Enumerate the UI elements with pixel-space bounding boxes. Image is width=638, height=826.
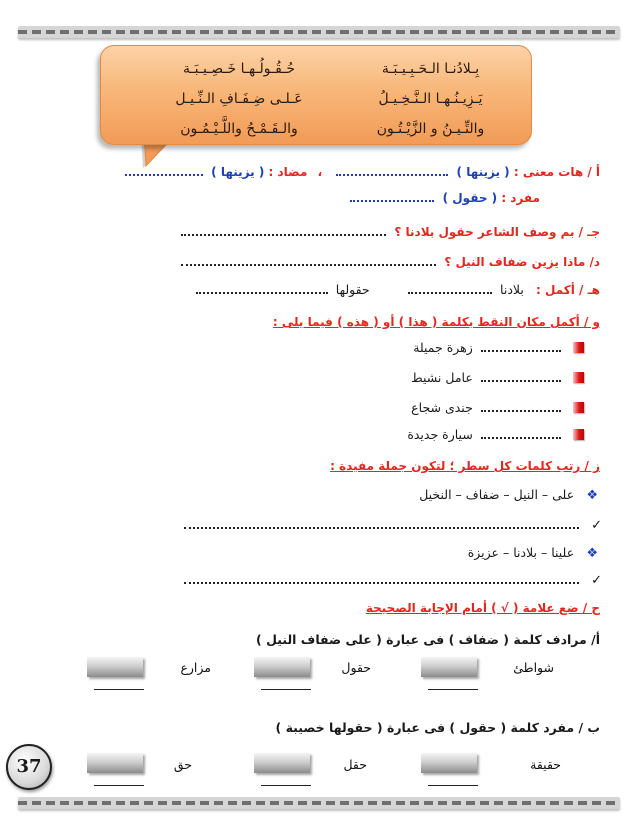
singular-label: مفرد : [501,191,540,205]
answer-blank[interactable] [350,196,434,202]
meaning-label: أ / هات معنى : [513,165,600,179]
option-text: حقيقة [530,757,561,772]
option-checkbox[interactable] [421,657,477,677]
option-underline [428,689,478,690]
answer-blank[interactable] [481,346,561,352]
scrambled-words-row [419,486,598,505]
answer-blank[interactable] [125,170,203,176]
poem-line-1-left: حُـقُـولُـهـا خَـصِـيـبَـة [183,61,295,77]
list-item-text: زهرة جميلة [413,340,473,355]
question-a-row [121,163,600,181]
answer-line-row [180,571,602,590]
answer-blank[interactable] [408,288,492,294]
top-dashed-border [18,26,620,38]
answer-line-row [180,516,602,535]
list-item-text: جندى شجاع [411,400,473,415]
list-item-text: عامل نشيط [411,370,473,385]
answer-blank[interactable] [481,433,561,439]
red-square-bullet-icon [573,342,584,353]
bottom-dashed-border [18,797,620,809]
option-underline [261,785,311,786]
answer-blank[interactable] [481,406,561,412]
question-ha-title: ح / ضع علامة ( √ ) أمام الإجابة الصحيحة [365,601,600,615]
option-underline [94,785,144,786]
list-item-text: سيارة جديدة [407,427,473,442]
option-underline [94,689,144,690]
complete-label: هـ / أكمل : [536,283,600,297]
opposite-label: مضاد : [268,165,308,179]
list-item [411,399,584,417]
check-icon [591,517,602,535]
question-w-title: و / أكمل مكان النقط بكلمة ( هذا ) أو ( هذه ) فيما يلى : [272,315,600,329]
page-number-badge: 37 [6,744,52,790]
question-h-row [192,281,600,299]
poem-line-2-left: عَـلـى ضِـفَـافِ الـنِّـيـل [175,91,303,107]
scrambled-words: علينا – بلادنا – عزيزة [467,545,575,560]
complete-word-1: بلادنا [500,282,524,297]
option-underline [261,689,311,690]
poem-line-3-right: والتِّـيـنُ و الزَّيْـتُـون [376,121,485,137]
red-square-bullet-icon [573,429,584,440]
option-underline [428,785,478,786]
answer-blank[interactable] [181,230,386,236]
option-text: شواطئ [513,660,554,675]
poem-line-2-right: يَـزِيـنُـهـا الـنَّـخِـيـلُ [378,91,483,107]
question-d-text: د/ ماذا يزين ضفاف النيل ؟ [444,255,600,269]
option-checkbox[interactable] [87,657,143,677]
poem-line-1-right: بِـلادُنـا الـحَـبِـيـبَـة [381,61,480,77]
answer-blank[interactable] [184,578,579,584]
separator-comma: ، [317,165,323,179]
question-c-row [177,223,600,241]
meaning-word: ( يزينها ) [456,165,510,179]
diamond-bullet-icon [586,487,598,505]
diamond-bullet-icon [586,545,598,563]
poem-bubble [95,40,545,170]
scrambled-words-row [468,544,598,563]
question-d-row [177,253,600,271]
red-square-bullet-icon [573,372,584,383]
option-checkbox[interactable] [254,657,310,677]
question-c-text: جـ / بم وصف الشاعر حقول بلادنا ؟ [394,225,600,239]
answer-blank[interactable] [481,376,561,382]
option-text: حقل [343,757,367,772]
mcq-question-2: ب / مفرد كلمة ( حقول ) فى عبارة ( حقولها خصيبة ) [275,720,600,735]
mcq-question-1: أ/ مرادف كلمة ( ضفاف ) فى عبارة ( على ضفاف النيل ) [256,632,600,647]
option-checkbox[interactable] [254,753,310,773]
poem-box [100,45,532,145]
list-item [411,369,584,387]
answer-blank[interactable] [196,288,328,294]
option-checkbox[interactable] [87,753,143,773]
list-item [407,426,584,444]
question-z-title: ز / رتب كلمات كل سطر ؛ لتكون جملة مفيدة : [330,459,600,473]
poem-line-3-left: والـقَـمْـحُ واللَّـيْـمُـون [180,121,298,137]
question-a-singular-row [346,189,540,207]
check-icon [591,572,602,590]
list-item [413,339,584,357]
opposite-word: ( يزينها ) [211,165,265,179]
answer-blank[interactable] [181,260,436,266]
answer-blank[interactable] [336,170,448,176]
answer-blank[interactable] [184,523,579,529]
option-text: حق [173,757,192,772]
option-text: حقول [341,660,371,675]
singular-word: ( حقول ) [442,191,498,205]
option-checkbox[interactable] [421,753,477,773]
scrambled-words: على – النيل – ضفاف – النخيل [419,487,575,502]
option-text: مزارع [180,660,211,675]
red-square-bullet-icon [573,402,584,413]
complete-word-2: حقولها [335,282,370,297]
